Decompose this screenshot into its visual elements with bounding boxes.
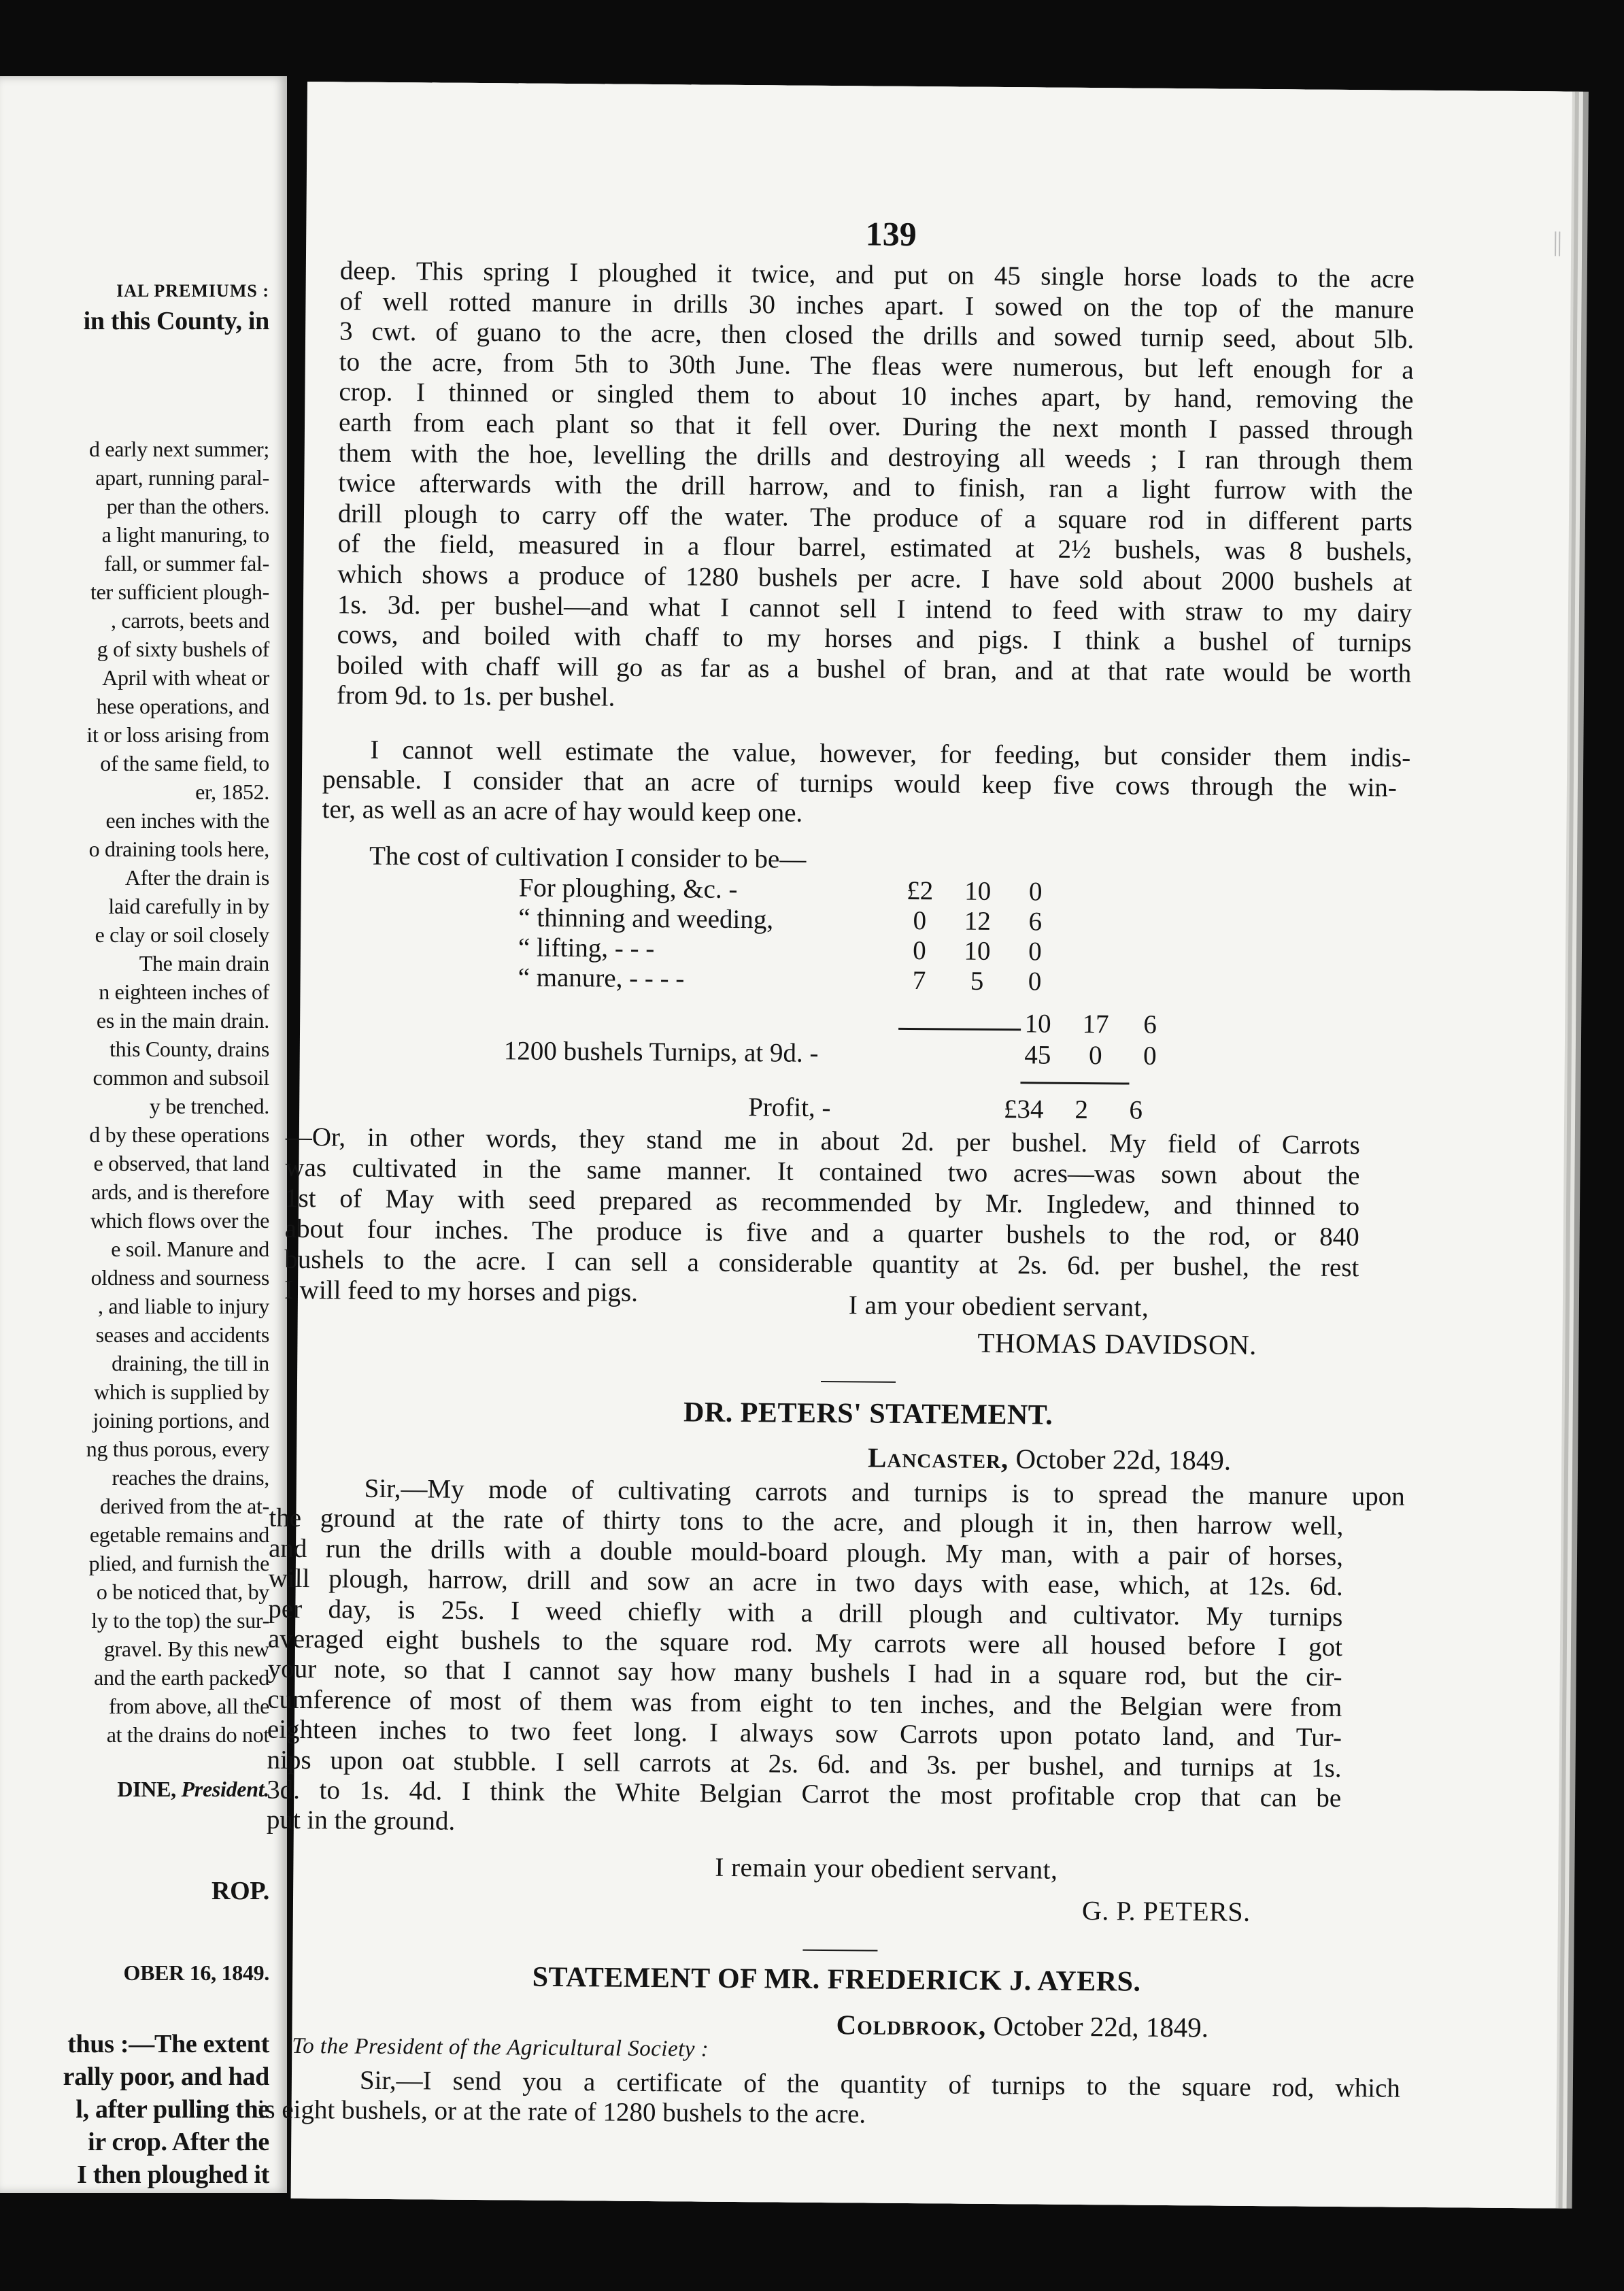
left-page-line: seases and accidents <box>95 1322 269 1347</box>
cost-amount <box>893 875 1063 907</box>
cost-pence: 0 <box>1028 937 1042 967</box>
left-page-line: ly to the top) the sur- <box>91 1608 269 1633</box>
peters-heading: DR. PETERS' STATEMENT. <box>683 1397 1053 1431</box>
left-page-line: I then ploughed it <box>77 2160 269 2189</box>
produce-pence: 0 <box>1143 1041 1157 1071</box>
peters-date: October 22d, 1849. <box>1015 1443 1232 1476</box>
cost-label: “ manure, - - - - <box>518 963 685 994</box>
carrot-line: about four inches. The produce is five and a quarter bushels to the rod, or 840 <box>284 1214 1359 1252</box>
ayers-place: Coldbrook, <box>836 2009 987 2041</box>
davidson-line: of well rotted manure in drills 30 inches apart. I sowed on the top of the manure <box>339 286 1415 324</box>
peters-line: per day, is 25s. I weed chiefly with a drill plough and cultivator. My turnips <box>268 1594 1343 1632</box>
davidson-line: drill plough to carry off the water. The produce of a square rod in different parts <box>337 499 1413 537</box>
left-page-line: joining portions, and <box>92 1408 269 1433</box>
left-page-line: from above, all the <box>109 1694 269 1718</box>
left-page-line: g of sixty bushels of <box>97 637 269 661</box>
peters-line: nips upon oat stubble. I sell carrots at 2s. 6d. and 3s. per bushel, and turnips at 1s. <box>267 1745 1342 1783</box>
left-page-line: which flows over the <box>90 1208 269 1233</box>
produce-pounds: 45 <box>1024 1040 1051 1070</box>
cost-shillings: 10 <box>964 876 992 906</box>
left-page-line: o be noticed that, by <box>96 1579 269 1604</box>
davidson-line: which shows a produce of 1280 bushels per acre. I have sold about 2000 bushels at <box>337 559 1412 597</box>
profit-shillings: 2 <box>1075 1094 1089 1125</box>
left-page-line: common and subsoil <box>92 1065 269 1090</box>
carrot-line: 1st of May with seed prepared as recommended by Mr. Ingledew, and thinned to <box>284 1183 1360 1222</box>
left-page-line: this County, drains <box>109 1037 269 1061</box>
cost-total-pounds: 10 <box>1024 1009 1051 1039</box>
left-page-line: April with wheat or <box>102 665 269 690</box>
left-page-line: a light manuring, to <box>101 522 269 547</box>
cost-intro: The cost of cultivation I consider to be— <box>369 841 807 874</box>
carrot-line: —Or, in other words, they stand me in about 2d. per bushel. My field of Carrots <box>285 1122 1360 1160</box>
left-page-line: thus :—The extent <box>67 2030 269 2058</box>
left-page-line: per than the others. <box>106 494 269 518</box>
left-page-line: and the earth packed <box>94 1665 269 1690</box>
left-page-line: in this County, in <box>83 307 269 335</box>
cost-amount <box>892 965 1062 997</box>
cost-pounds: 0 <box>913 906 927 936</box>
left-page-line: laid carefully in by <box>108 894 269 918</box>
peters-line: eighteen inches to two feet long. I always sow Carrots upon potato land, and Tur- <box>267 1714 1342 1753</box>
carrot-line: I will feed to my horses and pigs. <box>284 1275 639 1307</box>
peters-line: 3d. to 1s. 4d. I think the White Belgian Carrot the most profitable crop that can be <box>267 1775 1342 1813</box>
left-page-line: ir crop. After the <box>88 2128 269 2156</box>
section-rule <box>821 1381 896 1383</box>
peters-place: Lancaster, <box>867 1441 1009 1475</box>
left-page-line: which is supplied by <box>94 1379 269 1404</box>
produce-shillings: 0 <box>1088 1041 1102 1071</box>
davidson-line: earth from each plant so that it fell over. During the next month I passed through <box>338 407 1414 446</box>
cost-total-pence: 6 <box>1143 1009 1157 1039</box>
davidson-signature: THOMAS DAVIDSON. <box>977 1326 1257 1361</box>
left-page-line: After the drain is <box>124 865 269 890</box>
left-page-line: ards, and is therefore <box>91 1180 269 1204</box>
left-page-line: OBER 16, 1849. <box>123 1960 269 1985</box>
davidson-line: twice afterwards with the drill harrow, and to finish, ran a light furrow with the <box>338 468 1413 506</box>
carrot-line: was cultivated in the same manner. It contained two acres—was sown about the <box>285 1152 1360 1191</box>
cost-shillings: 10 <box>964 936 991 966</box>
peters-line: cumference of most of them was from eight to ten inches, and the Belgian were from <box>267 1684 1342 1722</box>
ayers-salutation: To the President of the Agricultural Society : <box>292 2033 709 2062</box>
left-page-line: apart, running paral- <box>95 465 269 490</box>
section-rule-2 <box>802 1950 877 1952</box>
page-number: 139 <box>865 214 917 254</box>
left-page-line: d early next summer; <box>88 437 269 461</box>
ayers-date: October 22d, 1849. <box>993 2010 1209 2043</box>
left-page-line: een inches with the <box>105 808 269 833</box>
cost-label: “ thinning and weeding, <box>518 903 774 935</box>
left-page-line: at the drains do not <box>106 1722 269 1747</box>
left-page-line: The main drain <box>139 951 269 975</box>
davidson-line: to the acre, from 5th to 30th June. The fleas were numerous, but left enough for a <box>339 347 1414 385</box>
peters-line: put in the ground. <box>266 1805 456 1837</box>
left-page-line: d by these operations <box>89 1122 269 1147</box>
peters-dateline <box>868 1441 1231 1477</box>
davidson-line: boiled with chaff will go as far as a bushel of bran, and at that rate would be worth <box>337 650 1412 688</box>
peters-line: and run the drills with a double mould-board plough. My man, with a pair of horses, <box>268 1533 1344 1571</box>
left-page-line: fall, or summer fal- <box>104 551 269 575</box>
cost-label: “ lifting, - - - <box>518 933 655 964</box>
produce-label: 1200 bushels Turnips, at 9d. - <box>503 1036 819 1068</box>
davidson-line: deep. This spring I ploughed it twice, and put on 45 single horse loads to the acre <box>339 256 1415 294</box>
davidson-line: cows, and boiled with chaff to my horses and pigs. I think a bushel of turnips <box>337 620 1412 658</box>
profit-value <box>993 1094 1163 1126</box>
left-page-line: DINE, President. <box>117 1777 269 1801</box>
davidson-line: from 9d. to 1s. per bushel. <box>336 680 615 712</box>
left-page-line: l, after pulling the <box>75 2095 269 2124</box>
left-page-line: ROP. <box>211 1877 269 1905</box>
left-page-line: y be trenched. <box>149 1094 269 1118</box>
left-page-line: IAL PREMIUMS : <box>116 281 269 301</box>
ayers-line: Sir,—I send you a certificate of the quantity of turnips to the square rod, which <box>359 2065 1401 2103</box>
left-page-line: ter sufficient plough- <box>90 580 269 604</box>
davidson-line: them with the hoe, levelling the drills and destroying all weeds ; I ran through them <box>338 437 1413 476</box>
value-line: pensable. I consider that an acre of turnips would keep five cows through the win- <box>322 765 1398 803</box>
davidson-line: 3 cwt. of guano to the acre, then closed the drills and sowed turnip seed, about 5lb. <box>339 316 1415 354</box>
cost-pounds: £2 <box>907 875 934 906</box>
left-page-line: oldness and sourness <box>90 1265 269 1290</box>
left-page-line: derived from the at- <box>99 1494 269 1518</box>
left-page-line: gravel. By this new <box>103 1637 269 1661</box>
ayers-heading: STATEMENT OF MR. FREDERICK J. AYERS. <box>532 1961 1141 1998</box>
peters-closing: I remain your obedient servant, <box>715 1852 1058 1885</box>
davidson-line: 1s. 3d. per bushel—and what I cannot sell I intend to feed with straw to my dairy <box>337 589 1412 628</box>
left-page-line: , and liable to injury <box>97 1294 269 1318</box>
profit-label: Profit, - <box>748 1092 831 1123</box>
ayers-line: is eight bushels, or at the rate of 1280 bushels to the acre. <box>257 2094 866 2129</box>
left-page-line: draining, the till in <box>112 1351 269 1375</box>
profit-pounds: £34 <box>1003 1094 1044 1124</box>
left-page-line: reaches the drains, <box>112 1465 269 1490</box>
davidson-line: crop. I thinned or singled them to about 10 inches apart, by hand, removing the <box>339 377 1414 416</box>
profit-pence: 6 <box>1129 1095 1143 1125</box>
left-page-line: e observed, that land <box>93 1151 269 1175</box>
cost-amount <box>892 935 1062 967</box>
left-page-line: egetable remains and <box>89 1522 269 1547</box>
main-page <box>257 82 1572 2209</box>
left-page-line: , carrots, beets and <box>110 608 269 633</box>
cost-label: For ploughing, &c. - <box>518 873 738 905</box>
cost-total-shillings: 17 <box>1082 1009 1109 1039</box>
peters-signature: G. P. PETERS. <box>1081 1895 1251 1927</box>
davidson-line: of the field, measured in a flour barrel, estimated at 2½ bushels, was 8 bushels, <box>337 529 1412 567</box>
cost-shillings: 5 <box>970 966 984 996</box>
value-line: I cannot well estimate the value, however, for feeding, but consider them indis- <box>370 735 1411 773</box>
left-page-line: e soil. Manure and <box>111 1237 269 1261</box>
left-page-line: o draining tools here, <box>88 837 269 861</box>
peters-line: your note, so that I cannot say how many bushels I had in a square rod, but the cir- <box>267 1654 1342 1692</box>
peters-line: Sir,—My mode of cultivating carrots and turnips is to spread the manure upon <box>364 1473 1405 1511</box>
cost-shillings: 12 <box>964 906 992 936</box>
cost-pounds: 7 <box>912 966 926 996</box>
cost-subtotal-rule <box>898 1028 1021 1031</box>
peters-line: averaged eight bushels to the square rod. My carrots were all housed before I got <box>267 1624 1343 1662</box>
cost-pence: 0 <box>1028 967 1042 997</box>
carrot-line: bushels to the acre. I can sell a considerable quantity at 2s. 6d. per bushel, the rest <box>284 1244 1359 1283</box>
left-page-fragment <box>0 76 287 2193</box>
cost-total <box>1007 1008 1177 1040</box>
left-page-line: it or loss arising from <box>86 722 269 747</box>
cost-pence: 0 <box>1028 877 1043 907</box>
cost-pence: 6 <box>1028 907 1043 937</box>
left-page-line: e clay or soil closely <box>95 922 269 947</box>
left-page-line: ng thus porous, every <box>86 1437 269 1461</box>
produce-value <box>1007 1039 1177 1071</box>
left-page-line: er, 1852. <box>195 780 269 804</box>
cost-amount <box>892 905 1062 937</box>
left-page-line: n eighteen inches of <box>99 980 269 1004</box>
left-page-line: es in the main drain. <box>96 1008 269 1033</box>
left-page-line: rally poor, and had <box>63 2062 269 2091</box>
ayers-dateline <box>836 2008 1208 2043</box>
davidson-closing: I am your obedient servant, <box>848 1290 1149 1322</box>
left-page-line: of the same field, to <box>100 751 269 775</box>
cost-pounds: 0 <box>913 936 926 966</box>
profit-rule <box>1020 1082 1129 1084</box>
left-page-line: hese operations, and <box>96 694 269 718</box>
peters-line: the ground at the rate of thirty tons to the acre, and plough it in, then harrow well, <box>269 1503 1344 1541</box>
left-page-line: plied, and furnish the <box>88 1551 269 1575</box>
value-line: ter, as well as an acre of hay would keep one. <box>322 795 803 828</box>
peters-line: will plough, harrow, drill and sow an acre in two days with ease, which, at 12s. 6d. <box>268 1563 1343 1602</box>
